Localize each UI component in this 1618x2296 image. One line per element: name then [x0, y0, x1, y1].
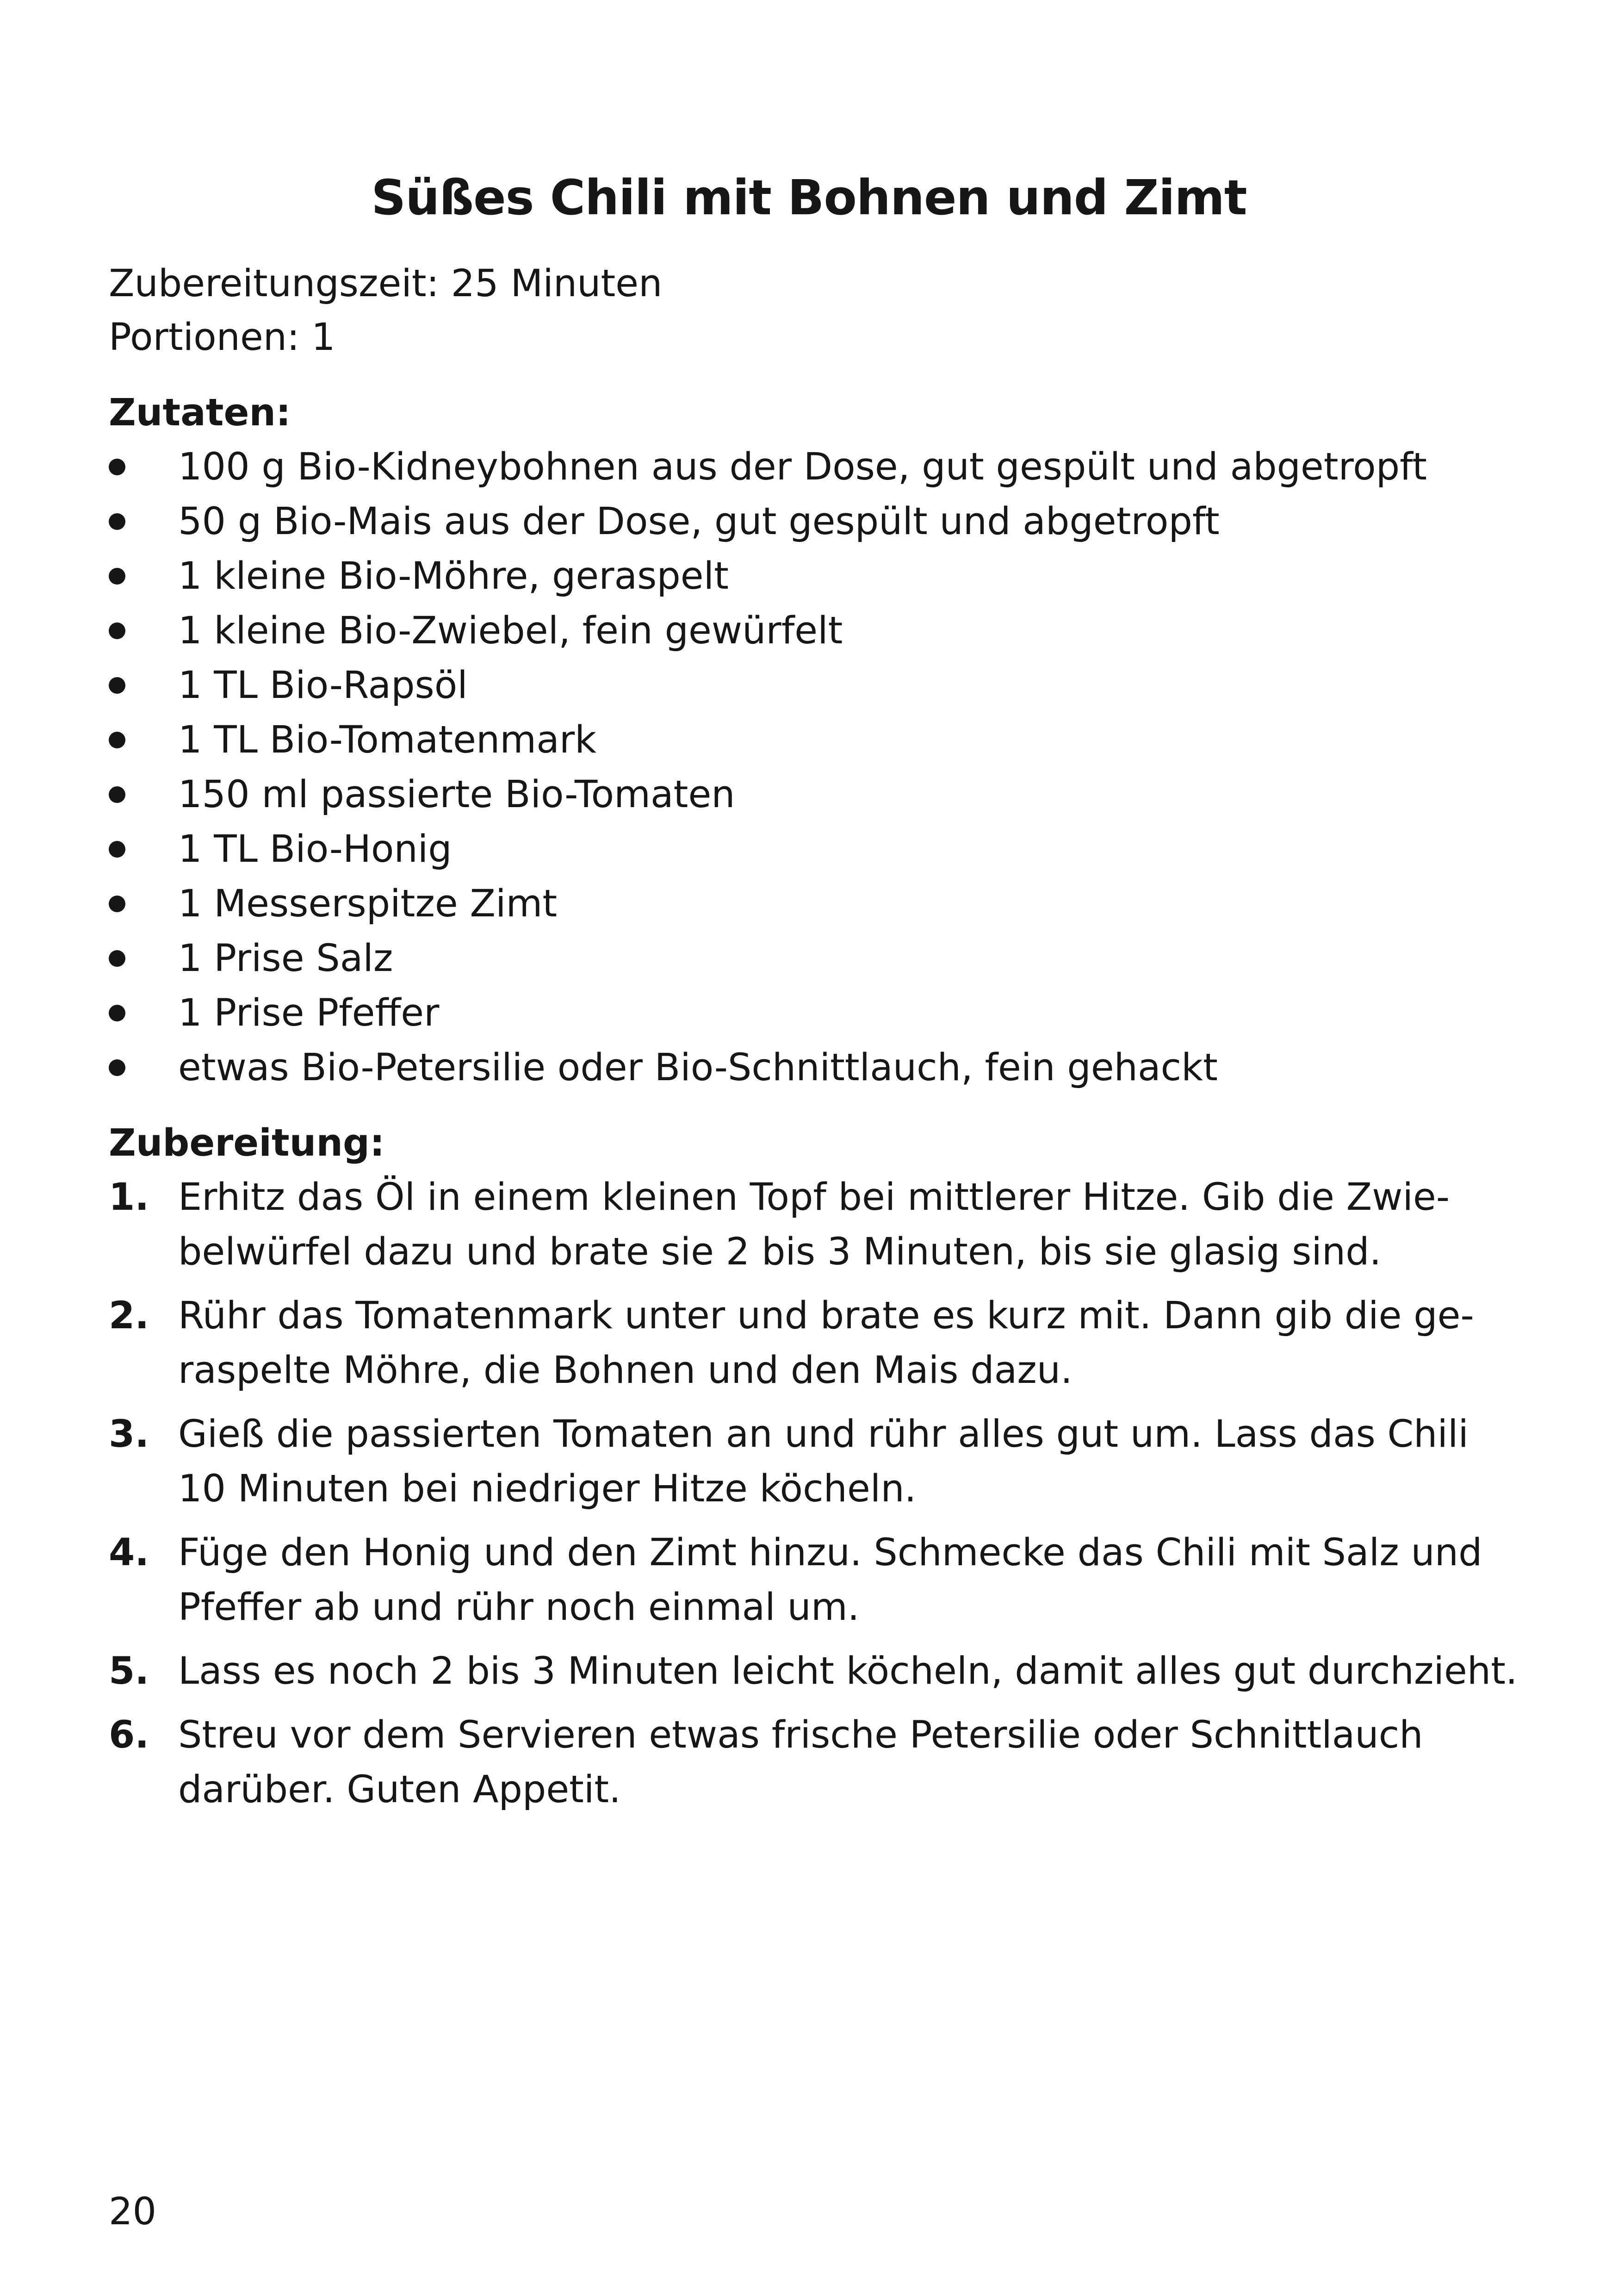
step-number: 1. — [109, 1176, 149, 1219]
step-text-line: Erhitz das Öl in einem kleinen Topf bei mittlerer Hitze. Gib die Zwie- — [178, 1176, 1450, 1219]
ingredient-text: 1 Prise Pfeffer — [178, 991, 440, 1035]
prep-time: Zubereitungszeit: 25 Minuten — [109, 262, 663, 305]
servings: Portionen: 1 — [109, 316, 335, 359]
step-number: 5. — [109, 1649, 149, 1693]
bullet-icon — [109, 1059, 125, 1076]
ingredient-text: 1 Prise Salz — [178, 937, 393, 980]
bullet-icon — [109, 841, 125, 858]
bullet-icon — [109, 622, 125, 639]
ingredient-text: etwas Bio-Petersilie oder Bio-Schnittlauch, fein gehackt — [178, 1046, 1218, 1089]
step-number: 6. — [109, 1713, 149, 1757]
step-number: 4. — [109, 1531, 149, 1574]
step-text-line: 10 Minuten bei niedriger Hitze köcheln. — [178, 1467, 917, 1511]
bullet-icon — [109, 950, 125, 967]
ingredient-text: 50 g Bio-Mais aus der Dose, gut gespült und abgetropft — [178, 500, 1220, 543]
step-text-line: Pfeffer ab und rühr noch einmal um. — [178, 1586, 860, 1629]
bullet-icon — [109, 786, 125, 803]
preparation-heading: Zubereitung: — [109, 1121, 385, 1165]
step-text-line: Rühr das Tomatenmark unter und brate es kurz mit. Dann gib die ge- — [178, 1294, 1474, 1338]
bullet-icon — [109, 896, 125, 912]
page-number: 20 — [109, 2190, 157, 2234]
step-number: 3. — [109, 1412, 149, 1456]
ingredient-text: 1 TL Bio-Tomatenmark — [178, 718, 597, 762]
bullet-icon — [109, 459, 125, 475]
step-text-line: darüber. Guten Appetit. — [178, 1768, 621, 1811]
page-title: Süßes Chili mit Bohnen und Zimt — [371, 169, 1247, 226]
ingredient-text: 1 TL Bio-Rapsöl — [178, 664, 468, 707]
step-text-line: Füge den Honig und den Zimt hinzu. Schmecke das Chili mit Salz und — [178, 1531, 1482, 1574]
step-number: 2. — [109, 1294, 149, 1338]
bullet-icon — [109, 568, 125, 585]
bullet-icon — [109, 1005, 125, 1021]
ingredient-text: 1 TL Bio-Honig — [178, 828, 452, 871]
ingredient-text: 1 kleine Bio-Möhre, geraspelt — [178, 554, 729, 598]
ingredients-heading: Zutaten: — [109, 391, 291, 435]
step-text-line: Lass es noch 2 bis 3 Minuten leicht köcheln, damit alles gut durchzieht. — [178, 1649, 1518, 1693]
step-text-line: Streu vor dem Servieren etwas frische Petersilie oder Schnittlauch — [178, 1713, 1423, 1757]
step-text-line: raspelte Möhre, die Bohnen und den Mais dazu. — [178, 1349, 1072, 1392]
ingredient-text: 1 kleine Bio-Zwiebel, fein gewürfelt — [178, 609, 843, 653]
ingredient-text: 1 Messerspitze Zimt — [178, 882, 558, 926]
ingredient-text: 150 ml passierte Bio-Tomaten — [178, 773, 735, 816]
step-text-line: Gieß die passierten Tomaten an und rühr alles gut um. Lass das Chili — [178, 1412, 1469, 1456]
bullet-icon — [109, 677, 125, 694]
bullet-icon — [109, 732, 125, 748]
step-text-line: belwürfel dazu und brate sie 2 bis 3 Minuten, bis sie glasig sind. — [178, 1230, 1382, 1274]
bullet-icon — [109, 513, 125, 530]
ingredient-text: 100 g Bio-Kidneybohnen aus der Dose, gut gespült und abgetropft — [178, 445, 1427, 489]
